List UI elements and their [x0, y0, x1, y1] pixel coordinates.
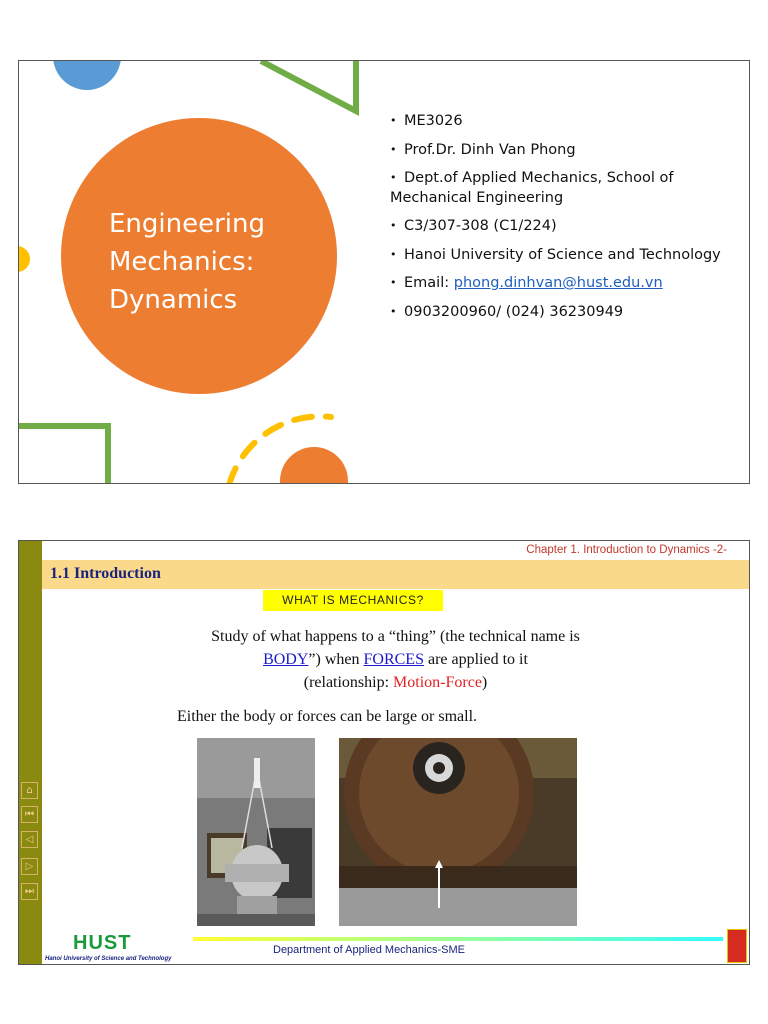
hust-full-name: Hanoi University of Science and Technology — [45, 956, 172, 962]
next-slide-icon[interactable]: ▷ — [21, 858, 38, 875]
motion-force-text: Motion-Force — [393, 674, 482, 691]
title-line: Dynamics — [109, 285, 238, 315]
slide-header — [42, 541, 749, 560]
definition-line-3: (relationship: Motion-Force) — [303, 674, 488, 691]
first-slide-icon[interactable]: ⏮ — [21, 806, 38, 823]
university-item: • Hanoi University of Science and Technology — [390, 246, 721, 263]
home-icon[interactable]: ⌂ — [21, 782, 38, 799]
definition-line-2: BODY”) when FORCES are applied to it — [263, 651, 528, 668]
green-triangle-shape — [261, 61, 356, 111]
email-item: • Email: phong.dinhvan@hust.edu.vn — [390, 275, 663, 291]
section-title: 1.1 Introduction — [50, 565, 161, 582]
blue-circle-shape — [53, 61, 121, 90]
email-link[interactable]: phong.dinhvan@hust.edu.vn — [453, 275, 663, 291]
orange-small-circle-shape — [280, 447, 348, 484]
last-slide-icon[interactable]: ⏭ — [21, 883, 38, 900]
prev-slide-icon[interactable]: ◁ — [21, 831, 38, 848]
rail-wheel-photo — [339, 738, 577, 926]
what-is-mechanics-box: WHAT IS MECHANICS? — [263, 590, 443, 611]
phone-item: • 0903200960/ (024) 36230949 — [390, 303, 624, 320]
green-square-shape — [19, 426, 108, 484]
left-sidebar-bar — [19, 541, 42, 964]
department-footer: Department of Applied Mechanics-SME — [273, 944, 465, 956]
forces-link[interactable]: FORCES — [363, 651, 424, 668]
footer-gradient-line — [193, 937, 723, 941]
section-title-bar — [42, 560, 749, 589]
university-emblem-icon — [727, 929, 747, 963]
course-info-list — [390, 111, 735, 330]
slide-1 — [18, 60, 750, 484]
department-item: • Dept.of Applied Mechanics, School of Mechanical Engineering — [390, 170, 674, 206]
slide-2 — [18, 540, 750, 965]
chapter-label: Chapter 1. Introduction to Dynamics -2- — [526, 544, 727, 556]
body-link[interactable]: BODY — [263, 651, 309, 668]
room-item: • C3/307-308 (C1/224) — [390, 218, 557, 234]
title-line: Mechanics: — [109, 247, 255, 277]
hust-logo-text: HUST — [73, 932, 132, 954]
slide-1-title — [109, 205, 299, 319]
course-code-item: • ME3026 — [390, 113, 463, 129]
definition-line-1: Study of what happens to a “thing” (the technical name is — [211, 628, 580, 645]
hanging-valve-photo — [197, 738, 315, 926]
yellow-circle-shape — [19, 246, 30, 272]
size-statement: Either the body or forces can be large or small. — [177, 708, 478, 725]
title-line: Engineering — [109, 209, 265, 239]
professor-item: • Prof.Dr. Dinh Van Phong — [390, 141, 576, 158]
